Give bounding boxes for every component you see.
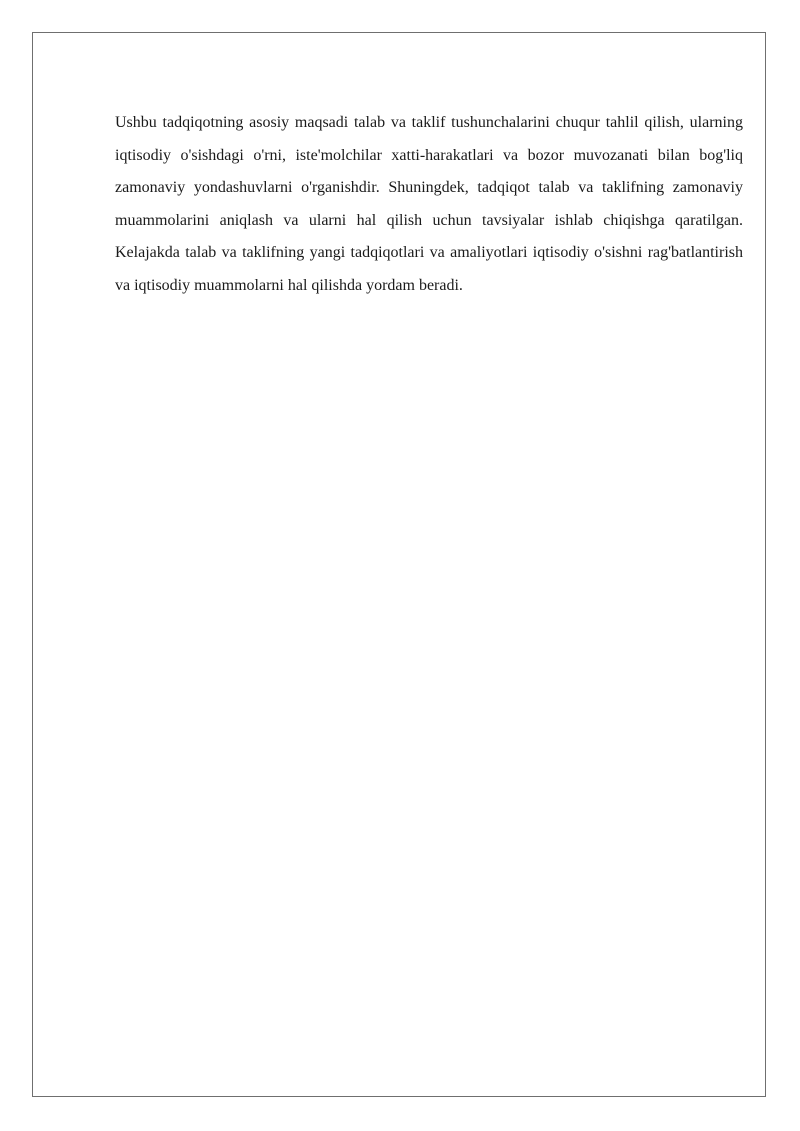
body-paragraph: Ushbu tadqiqotning asosiy maqsadi talab va taklif tushunchalarini chuqur tahlil qilish, ularning iqtisodiy o'sishdagi o'rni, iste'molchilar xatti-harakatlari va bozor muvozanati bilan bog'liq zamonaviy yondashuvlarni o'rganishdir. Shuningdek, tadqiqot talab va taklifning zamonaviy muammolarini aniqlash va ularni hal qilish uchun tavsiyalar ishlab chiqishga qaratilgan. Kelajakda talab va taklifning yangi tadqiqotlari va amaliyotlari iqtisodiy o'sishni rag'batlantirish va iqtisodiy muammolarni hal qilishda yordam beradi. — [115, 114, 743, 294]
document-page — [32, 32, 766, 1097]
